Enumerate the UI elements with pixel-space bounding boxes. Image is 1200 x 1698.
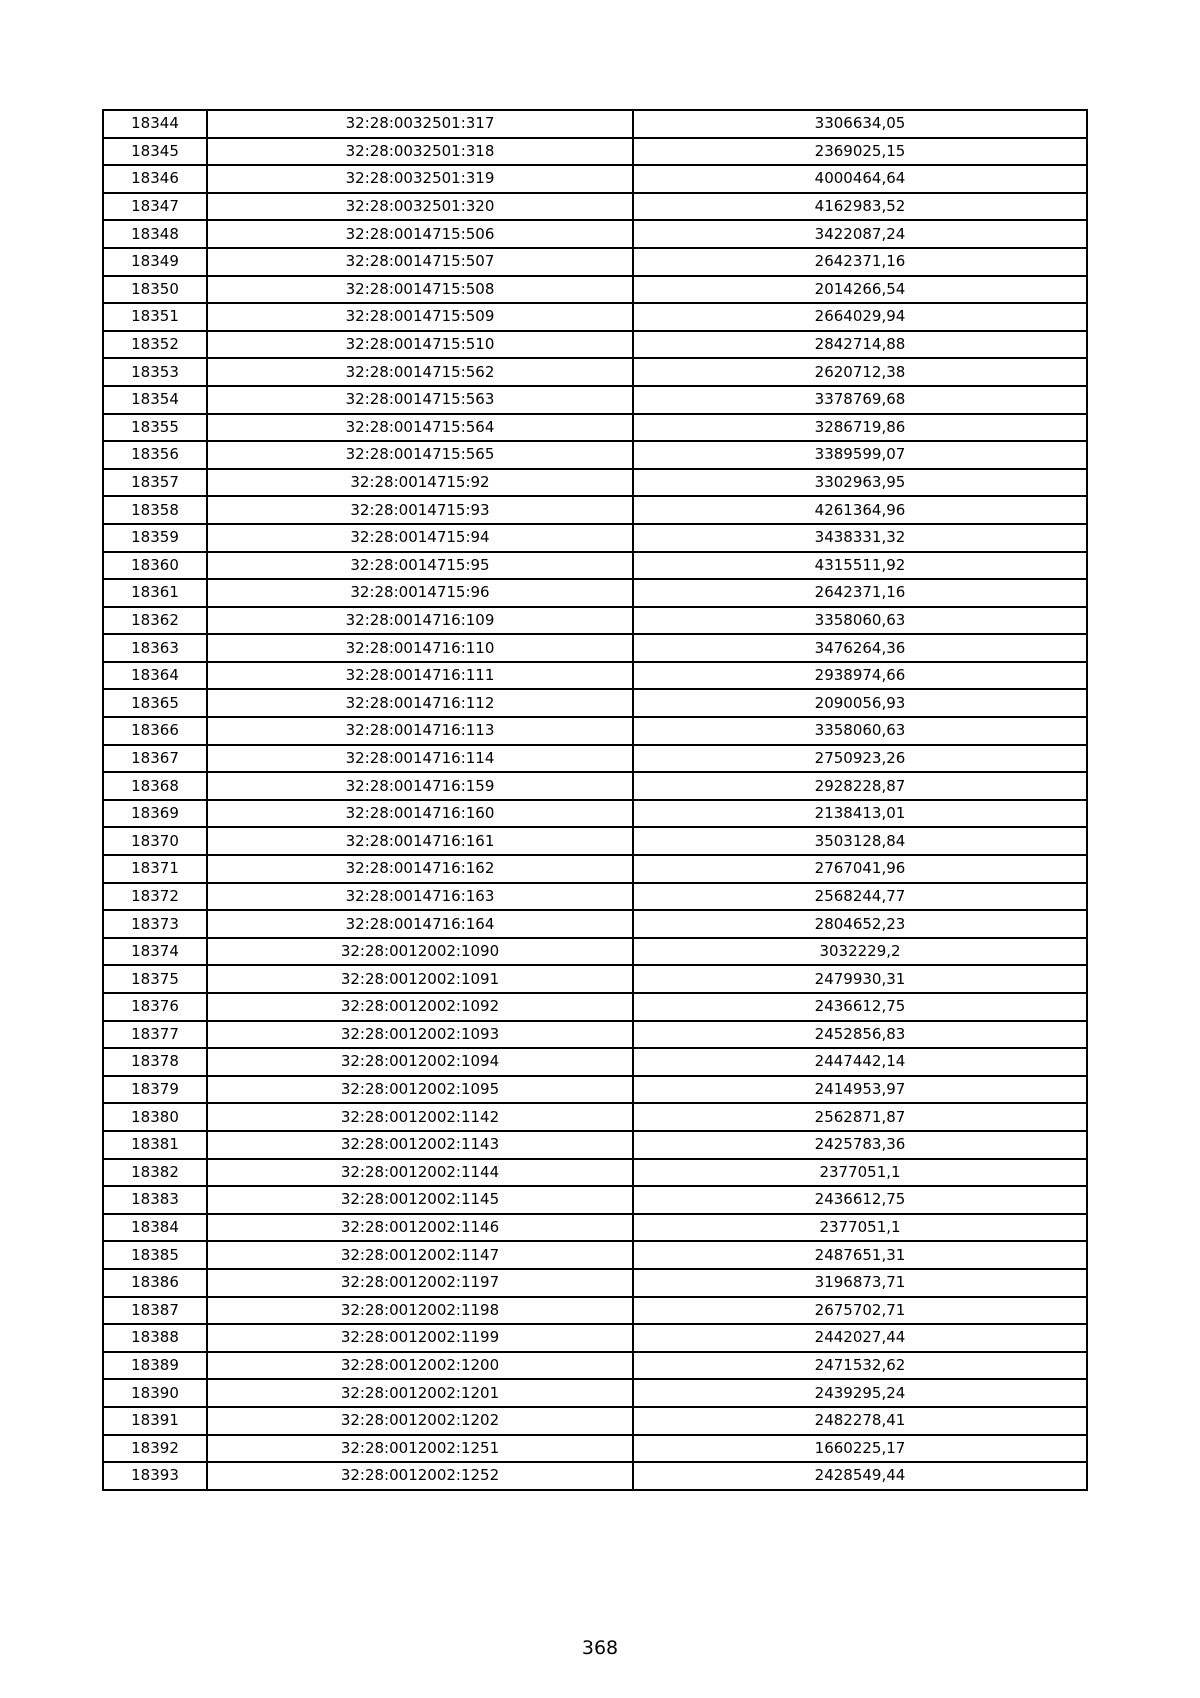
cadastral-value-cell: 3358060,63 — [633, 717, 1087, 745]
table-row — [103, 1131, 1087, 1159]
cadastral-value-cell: 3389599,07 — [633, 441, 1087, 469]
table-row — [103, 1435, 1087, 1463]
table-row — [103, 1352, 1087, 1380]
table-row — [103, 607, 1087, 635]
row-number-cell: 18387 — [103, 1297, 207, 1325]
row-number-cell: 18345 — [103, 138, 207, 166]
row-number-cell: 18348 — [103, 220, 207, 248]
row-number-cell: 18388 — [103, 1324, 207, 1352]
table-row — [103, 827, 1087, 855]
cadastral-number-cell: 32:28:0012002:1199 — [207, 1324, 633, 1352]
row-number-cell: 18358 — [103, 496, 207, 524]
cadastral-number-cell: 32:28:0014715:563 — [207, 386, 633, 414]
cadastral-number-cell: 32:28:0012002:1252 — [207, 1462, 633, 1490]
row-number-cell: 18344 — [103, 110, 207, 138]
table-row — [103, 883, 1087, 911]
cadastral-value-cell: 2447442,14 — [633, 1048, 1087, 1076]
row-number-cell: 18365 — [103, 689, 207, 717]
cadastral-number-cell: 32:28:0012002:1090 — [207, 938, 633, 966]
table-row — [103, 1407, 1087, 1435]
cadastral-number-cell: 32:28:0032501:317 — [207, 110, 633, 138]
cadastral-value-cell: 2487651,31 — [633, 1241, 1087, 1269]
cadastral-value-cell: 3438331,32 — [633, 524, 1087, 552]
cadastral-number-cell: 32:28:0014715:95 — [207, 552, 633, 580]
cadastral-number-cell: 32:28:0014716:161 — [207, 827, 633, 855]
table-row — [103, 276, 1087, 304]
cadastral-value-cell: 2842714,88 — [633, 331, 1087, 359]
row-number-cell: 18347 — [103, 193, 207, 221]
cadastral-value-cell: 2642371,16 — [633, 248, 1087, 276]
table-row — [103, 965, 1087, 993]
table-row — [103, 772, 1087, 800]
table-row — [103, 496, 1087, 524]
table-row — [103, 717, 1087, 745]
table-row — [103, 1241, 1087, 1269]
cadastral-number-cell: 32:28:0014716:109 — [207, 607, 633, 635]
cadastral-number-cell: 32:28:0012002:1200 — [207, 1352, 633, 1380]
row-number-cell: 18378 — [103, 1048, 207, 1076]
cadastral-number-cell: 32:28:0014715:96 — [207, 579, 633, 607]
cadastral-value-cell: 2439295,24 — [633, 1379, 1087, 1407]
cadastral-number-cell: 32:28:0014716:111 — [207, 662, 633, 690]
cadastral-number-cell: 32:28:0032501:318 — [207, 138, 633, 166]
cadastral-value-cell: 2938974,66 — [633, 662, 1087, 690]
table-row — [103, 855, 1087, 883]
row-number-cell: 18375 — [103, 965, 207, 993]
table-row — [103, 1297, 1087, 1325]
row-number-cell: 18393 — [103, 1462, 207, 1490]
cadastral-value-cell: 3196873,71 — [633, 1269, 1087, 1297]
row-number-cell: 18362 — [103, 607, 207, 635]
cadastral-value-cell: 2428549,44 — [633, 1462, 1087, 1490]
cadastral-value-cell: 4261364,96 — [633, 496, 1087, 524]
cadastral-value-table — [102, 109, 1088, 1491]
cadastral-value-cell: 2436612,75 — [633, 993, 1087, 1021]
table-row — [103, 1076, 1087, 1104]
row-number-cell: 18364 — [103, 662, 207, 690]
table-row — [103, 331, 1087, 359]
row-number-cell: 18392 — [103, 1435, 207, 1463]
table-row — [103, 248, 1087, 276]
cadastral-number-cell: 32:28:0012002:1202 — [207, 1407, 633, 1435]
cadastral-number-cell: 32:28:0014716:112 — [207, 689, 633, 717]
cadastral-number-cell: 32:28:0014715:94 — [207, 524, 633, 552]
cadastral-value-cell: 3358060,63 — [633, 607, 1087, 635]
cadastral-number-cell: 32:28:0012002:1251 — [207, 1435, 633, 1463]
cadastral-value-cell: 2414953,97 — [633, 1076, 1087, 1104]
cadastral-value-cell: 2479930,31 — [633, 965, 1087, 993]
cadastral-number-cell: 32:28:0014716:110 — [207, 634, 633, 662]
row-number-cell: 18389 — [103, 1352, 207, 1380]
table-row — [103, 1186, 1087, 1214]
table-row — [103, 689, 1087, 717]
cadastral-value-cell: 3302963,95 — [633, 469, 1087, 497]
table-row — [103, 358, 1087, 386]
cadastral-number-cell: 32:28:0014716:160 — [207, 800, 633, 828]
cadastral-value-cell: 3378769,68 — [633, 386, 1087, 414]
row-number-cell: 18383 — [103, 1186, 207, 1214]
cadastral-number-cell: 32:28:0012002:1094 — [207, 1048, 633, 1076]
row-number-cell: 18359 — [103, 524, 207, 552]
cadastral-number-cell: 32:28:0012002:1093 — [207, 1021, 633, 1049]
cadastral-value-cell: 2471532,62 — [633, 1352, 1087, 1380]
row-number-cell: 18377 — [103, 1021, 207, 1049]
cadastral-value-cell: 3503128,84 — [633, 827, 1087, 855]
cadastral-number-cell: 32:28:0014716:113 — [207, 717, 633, 745]
row-number-cell: 18357 — [103, 469, 207, 497]
cadastral-value-cell: 4315511,92 — [633, 552, 1087, 580]
table-row — [103, 1214, 1087, 1242]
cadastral-value-cell: 2767041,96 — [633, 855, 1087, 883]
row-number-cell: 18382 — [103, 1159, 207, 1187]
row-number-cell: 18381 — [103, 1131, 207, 1159]
cadastral-number-cell: 32:28:0032501:320 — [207, 193, 633, 221]
cadastral-value-cell: 2482278,41 — [633, 1407, 1087, 1435]
table-body — [103, 110, 1087, 1490]
cadastral-number-cell: 32:28:0014715:93 — [207, 496, 633, 524]
row-number-cell: 18363 — [103, 634, 207, 662]
table-row — [103, 441, 1087, 469]
table-row — [103, 800, 1087, 828]
table-row — [103, 1269, 1087, 1297]
table-row — [103, 1159, 1087, 1187]
table-row — [103, 220, 1087, 248]
cadastral-number-cell: 32:28:0032501:319 — [207, 165, 633, 193]
table-row — [103, 303, 1087, 331]
row-number-cell: 18367 — [103, 745, 207, 773]
table-row — [103, 552, 1087, 580]
cadastral-value-cell: 4000464,64 — [633, 165, 1087, 193]
table-row — [103, 165, 1087, 193]
cadastral-number-cell: 32:28:0014715:510 — [207, 331, 633, 359]
row-number-cell: 18379 — [103, 1076, 207, 1104]
row-number-cell: 18352 — [103, 331, 207, 359]
cadastral-number-cell: 32:28:0014716:114 — [207, 745, 633, 773]
row-number-cell: 18368 — [103, 772, 207, 800]
cadastral-value-cell: 2452856,83 — [633, 1021, 1087, 1049]
row-number-cell: 18366 — [103, 717, 207, 745]
table-row — [103, 993, 1087, 1021]
cadastral-value-cell: 2436612,75 — [633, 1186, 1087, 1214]
row-number-cell: 18353 — [103, 358, 207, 386]
cadastral-number-cell: 32:28:0012002:1146 — [207, 1214, 633, 1242]
row-number-cell: 18356 — [103, 441, 207, 469]
row-number-cell: 18374 — [103, 938, 207, 966]
cadastral-number-cell: 32:28:0014715:507 — [207, 248, 633, 276]
table-row — [103, 1379, 1087, 1407]
row-number-cell: 18384 — [103, 1214, 207, 1242]
cadastral-number-cell: 32:28:0014715:565 — [207, 441, 633, 469]
cadastral-number-cell: 32:28:0012002:1198 — [207, 1297, 633, 1325]
table-row — [103, 1103, 1087, 1131]
cadastral-value-cell: 2562871,87 — [633, 1103, 1087, 1131]
cadastral-value-cell: 2377051,1 — [633, 1214, 1087, 1242]
cadastral-number-cell: 32:28:0014715:92 — [207, 469, 633, 497]
cadastral-number-cell: 32:28:0014715:506 — [207, 220, 633, 248]
cadastral-number-cell: 32:28:0012002:1095 — [207, 1076, 633, 1104]
cadastral-number-cell: 32:28:0012002:1144 — [207, 1159, 633, 1187]
row-number-cell: 18350 — [103, 276, 207, 304]
cadastral-number-cell: 32:28:0012002:1142 — [207, 1103, 633, 1131]
row-number-cell: 18386 — [103, 1269, 207, 1297]
cadastral-value-cell: 3306634,05 — [633, 110, 1087, 138]
cadastral-value-cell: 2014266,54 — [633, 276, 1087, 304]
cadastral-value-cell: 2090056,93 — [633, 689, 1087, 717]
cadastral-value-cell: 2664029,94 — [633, 303, 1087, 331]
table-row — [103, 910, 1087, 938]
cadastral-value-cell: 4162983,52 — [633, 193, 1087, 221]
table-row — [103, 110, 1087, 138]
cadastral-value-cell: 2675702,71 — [633, 1297, 1087, 1325]
cadastral-value-cell: 1660225,17 — [633, 1435, 1087, 1463]
cadastral-value-cell: 2442027,44 — [633, 1324, 1087, 1352]
cadastral-number-cell: 32:28:0014715:508 — [207, 276, 633, 304]
table-row — [103, 634, 1087, 662]
cadastral-value-cell: 2425783,36 — [633, 1131, 1087, 1159]
cadastral-value-cell: 2377051,1 — [633, 1159, 1087, 1187]
cadastral-number-cell: 32:28:0012002:1143 — [207, 1131, 633, 1159]
table-row — [103, 386, 1087, 414]
table-row — [103, 414, 1087, 442]
table-row — [103, 1021, 1087, 1049]
row-number-cell: 18369 — [103, 800, 207, 828]
cadastral-number-cell: 32:28:0014716:163 — [207, 883, 633, 911]
cadastral-number-cell: 32:28:0012002:1197 — [207, 1269, 633, 1297]
cadastral-number-cell: 32:28:0014716:159 — [207, 772, 633, 800]
cadastral-value-cell: 3476264,36 — [633, 634, 1087, 662]
cadastral-value-cell: 2804652,23 — [633, 910, 1087, 938]
table-row — [103, 745, 1087, 773]
row-number-cell: 18371 — [103, 855, 207, 883]
cadastral-number-cell: 32:28:0014715:564 — [207, 414, 633, 442]
cadastral-value-cell: 2369025,15 — [633, 138, 1087, 166]
table-row — [103, 138, 1087, 166]
cadastral-value-cell: 2620712,38 — [633, 358, 1087, 386]
row-number-cell: 18373 — [103, 910, 207, 938]
cadastral-value-cell: 2928228,87 — [633, 772, 1087, 800]
cadastral-value-cell: 2750923,26 — [633, 745, 1087, 773]
row-number-cell: 18380 — [103, 1103, 207, 1131]
table-row — [103, 524, 1087, 552]
table-row — [103, 469, 1087, 497]
table-row — [103, 1324, 1087, 1352]
row-number-cell: 18376 — [103, 993, 207, 1021]
row-number-cell: 18355 — [103, 414, 207, 442]
cadastral-value-cell: 3286719,86 — [633, 414, 1087, 442]
cadastral-number-cell: 32:28:0012002:1201 — [207, 1379, 633, 1407]
row-number-cell: 18351 — [103, 303, 207, 331]
cadastral-number-cell: 32:28:0012002:1091 — [207, 965, 633, 993]
table-row — [103, 1048, 1087, 1076]
row-number-cell: 18391 — [103, 1407, 207, 1435]
row-number-cell: 18349 — [103, 248, 207, 276]
cadastral-value-cell: 2642371,16 — [633, 579, 1087, 607]
row-number-cell: 18370 — [103, 827, 207, 855]
cadastral-number-cell: 32:28:0014716:162 — [207, 855, 633, 883]
table-row — [103, 938, 1087, 966]
row-number-cell: 18354 — [103, 386, 207, 414]
cadastral-value-cell: 2568244,77 — [633, 883, 1087, 911]
row-number-cell: 18360 — [103, 552, 207, 580]
cadastral-number-cell: 32:28:0012002:1145 — [207, 1186, 633, 1214]
row-number-cell: 18385 — [103, 1241, 207, 1269]
table-row — [103, 662, 1087, 690]
cadastral-number-cell: 32:28:0012002:1092 — [207, 993, 633, 1021]
table-row — [103, 579, 1087, 607]
cadastral-number-cell: 32:28:0014715:562 — [207, 358, 633, 386]
document-page — [102, 109, 1086, 1491]
cadastral-value-cell: 3422087,24 — [633, 220, 1087, 248]
row-number-cell: 18346 — [103, 165, 207, 193]
cadastral-value-cell: 3032229,2 — [633, 938, 1087, 966]
cadastral-value-cell: 2138413,01 — [633, 800, 1087, 828]
row-number-cell: 18361 — [103, 579, 207, 607]
table-row — [103, 193, 1087, 221]
cadastral-number-cell: 32:28:0014716:164 — [207, 910, 633, 938]
page-number: 368 — [581, 1637, 619, 1659]
row-number-cell: 18390 — [103, 1379, 207, 1407]
row-number-cell: 18372 — [103, 883, 207, 911]
cadastral-number-cell: 32:28:0012002:1147 — [207, 1241, 633, 1269]
table-row — [103, 1462, 1087, 1490]
cadastral-number-cell: 32:28:0014715:509 — [207, 303, 633, 331]
